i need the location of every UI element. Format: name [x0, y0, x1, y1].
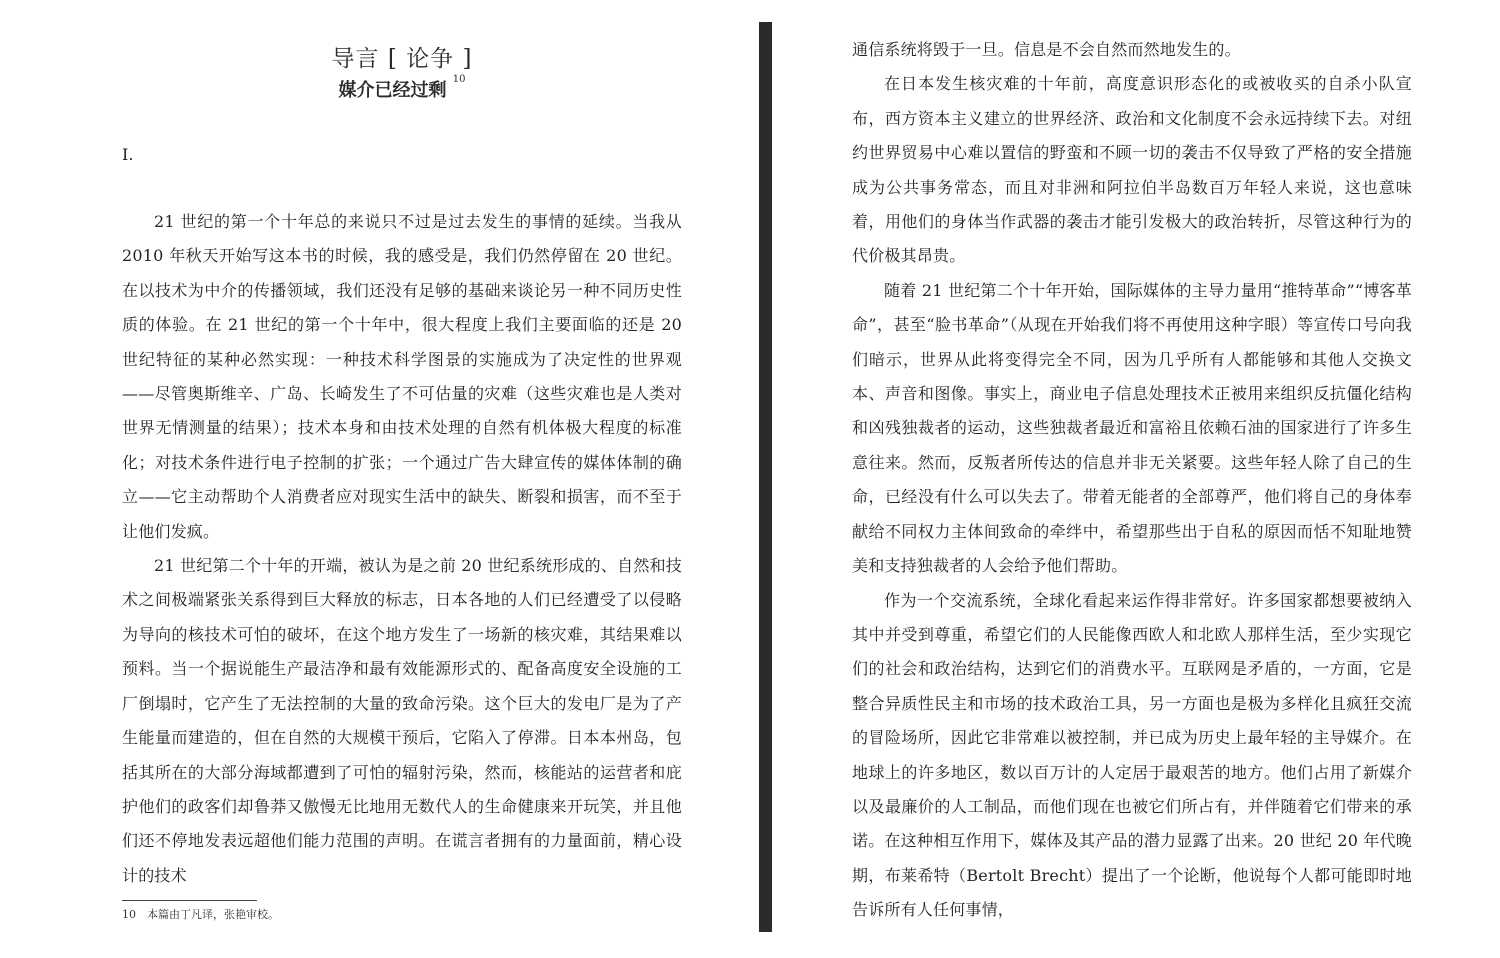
left-body-text [122, 205, 682, 893]
paragraph: 21 世纪第二个十年的开端，被认为是之前 20 世纪系统形成的、自然和技术之间极端紧张关系得到巨大释放的标志，日本各地的人们已经遭受了以侵略为导向的核技术可怕的破坏，在这个地方发生了一场新的核灾难，其结果难以预料。当一个据说能生产最洁净和最有效能源形式的、配备高度安全设施的工厂倒塌时，它产生了无法控制的大量的致命污染。这个巨大的发电厂是为了产生能量而建造的，但在自然的大规模干预后，它陷入了停滞。日本本州岛，包括其所在的大部分海域都遭到了可怕的辐射污染，然而，核能站的运营者和庇护他们的政客们却鲁莽又傲慢无比地用无数代人的生命健康来开玩笑，并且他们还不停地发表远超他们能力范围的声明。在谎言者拥有的力量面前，精心设计的技术 [122, 556, 682, 885]
left-page [122, 0, 682, 958]
footnote-divider [122, 900, 257, 901]
section-number: I. [122, 145, 134, 164]
subtitle-text: 媒介已经过剩 [338, 80, 447, 101]
paragraph: 随着 21 世纪第二个十年开始，国际媒体的主导力量用“推特革命”“博客革命”，甚至“脸书革命”（从现在开始我们将不再使用这种字眼）等宣传口号向我们暗示，世界从此将变得完全不同，因为几乎所有人都能够和其他人交换文本、声音和图像。事实上，商业电子信息处理技术正被用来组织反抗僵化结构和凶残独裁者的运动，这些独裁者最近和富裕且依赖石油的国家进行了许多生意往来。然而，反叛者所传达的信息并非无关紧要。这些年轻人除了自己的生命，已经没有什么可以失去了。带着无能者的全部尊严，他们将自己的身体奉献给不同权力主体间致命的牵绊中，希望那些出于自私的原因而恬不知耻地赞美和支持独裁者的人会给予他们帮助。 [852, 280, 1412, 576]
chapter-title: 导言 [ 论争 ] [331, 46, 473, 72]
page-gutter-divider [759, 22, 772, 932]
paragraph: 作为一个交流系统，全球化看起来运作得非常好。许多国家都想要被纳入其中并受到尊重，希望它们的人民能像西欧人和北欧人那样生活，至少实现它们的社会和政治结构，达到它们的消费水平。互联网是矛盾的，一方面，它是整合异质性民主和市场的技术政治工具，另一方面也是极为多样化且疯狂交流的冒险场所，因此它非常难以被控制，并已成为历史上最年轻的主导媒介。在地球上的许多地区，数以百万计的人定居于最艰苦的地方。他们占用了新媒介以及最廉价的人工制品，而他们现在也被它们所占有，并伴随着它们带来的承诺。在这种相互作用下，媒体及其产品的潜力显露了出来。20 世纪 20 年代晚期，布莱希特（Bertolt Brecht）提出了一个论断，他说每个人都可能即时地告诉所有人任何事情， [852, 590, 1412, 920]
right-body-text [852, 33, 1412, 928]
footnote-marker: 10 [452, 74, 466, 85]
paragraph: 通信系统将毁于一旦。信息是不会自然而然地发生的。 [852, 40, 1241, 59]
footnote: 10 本篇由丁凡译，张艳审校。 [122, 908, 279, 921]
chapter-subtitle [122, 76, 682, 102]
paragraph: 21 世纪的第一个十年总的来说只不过是过去发生的事情的延续。当我从 2010 年秋天开始写这本书的时候，我的感受是，我们仍然停留在 20 世纪。在以技术为中介的传播领域，我们还没有足够的基础来谈论另一种不同历史性质的体验。在 21 世纪的第一个十年中，很大程度上我们主要面临的还是 20 世纪特征的某种必然实现：一种技术科学图景的实施成为了决定性的世界观——尽管奥斯维辛、广岛、长崎发生了不可估量的灾难（这些灾难也是人类对世界无情测量的结果）；技术本身和由技术处理的自然有机体极大程度的标准化；对技术条件进行电子控制的扩张；一个通过广告大肆宣传的媒体体制的确立——它主动帮助个人消费者应对现实生活中的缺失、断裂和损害，而不至于让他们发疯。 [122, 212, 682, 541]
right-page [852, 0, 1412, 958]
paragraph: 在日本发生核灾难的十年前，高度意识形态化的或被收买的自杀小队宣布，西方资本主义建立的世界经济、政治和文化制度不会永远持续下去。对纽约世界贸易中心难以置信的野蛮和不顾一切的袭击不仅导致了严格的安全措施成为公共事务常态，而且对非洲和阿拉伯半岛数百万年轻人来说，这也意味着，用他们的身体当作武器的袭击才能引发极大的政治转折，尽管这种行为的代价极其昂贵。 [852, 74, 1412, 266]
